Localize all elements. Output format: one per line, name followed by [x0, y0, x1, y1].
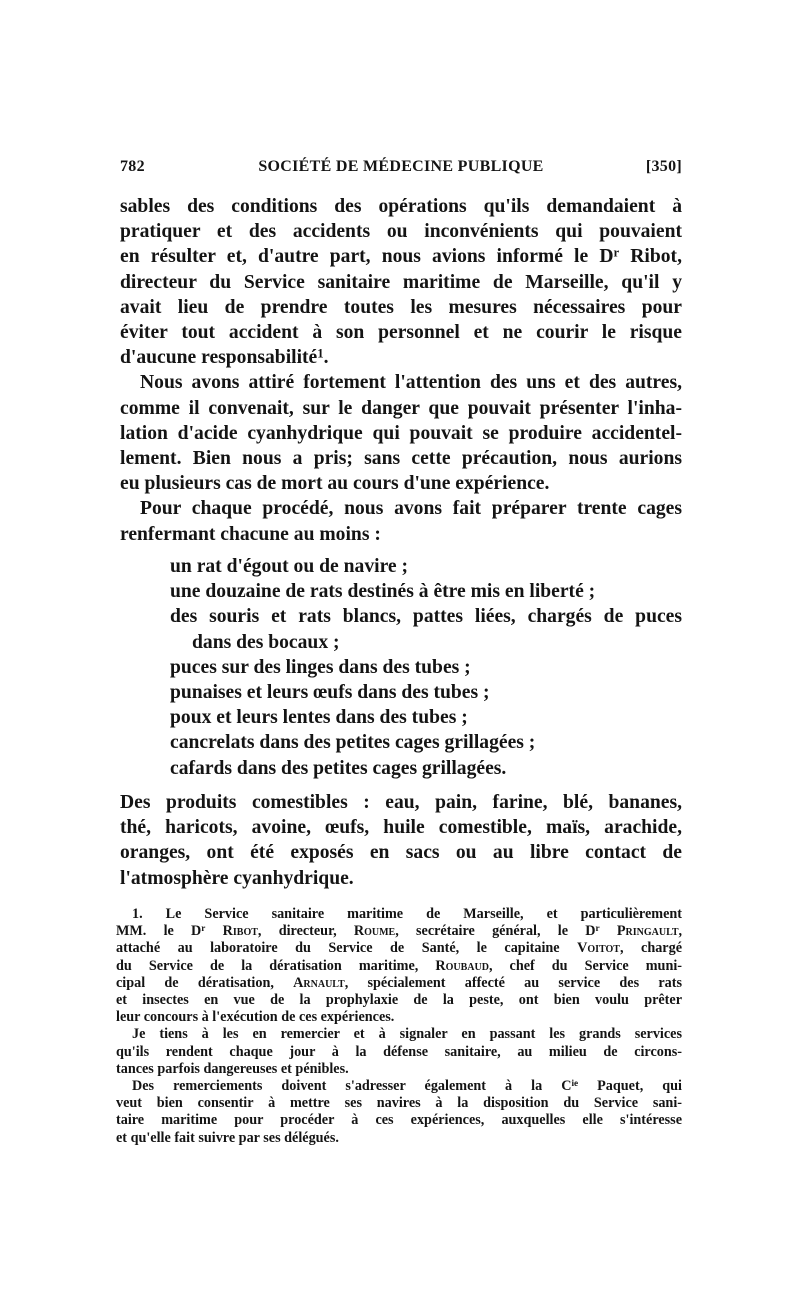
list-item: puces sur des linges dans des tubes ; [170, 656, 471, 678]
text-line: Des produits comestibles : eau, pain, farine, blé, bananes, [120, 792, 682, 813]
list-item: cancrelats dans des petites cages grillagées ; [170, 732, 536, 754]
footnote-line: Je tiens à les en remercier et à signaler en passant les grands services [132, 1026, 682, 1043]
list-item: une douzaine de rats destinés à être mis en liberté ; [170, 581, 596, 603]
person-name: Roume [353, 923, 396, 940]
superscript: ie [571, 1077, 579, 1088]
text-segment: cipal de dératisation, [116, 974, 274, 991]
text-segment: , directeur, [257, 923, 337, 940]
footnote-line [116, 923, 682, 940]
paragraph-1 [120, 194, 682, 370]
footnote-line [116, 1078, 682, 1095]
text-line: Nous avons attiré fortement l'attention des uns et des autres, [140, 372, 682, 394]
list-item: des souris et rats blancs, pattes liées, chargés de puces [170, 606, 682, 628]
list-item: punaises et leurs œufs dans des tubes ; [170, 682, 490, 704]
paragraph-4 [120, 790, 682, 891]
list-item: poux et leurs lentes dans des tubes ; [170, 707, 468, 729]
footnote-line: veut bien consentir à mettre ses navires à la disposition du Service sani- [116, 1095, 682, 1112]
text-line: eu plusieurs cas de mort au cours d'une expérience. [120, 473, 550, 495]
text-segment: , secrétaire général, le D [395, 923, 596, 940]
text-line: thé, haricots, avoine, œufs, huile comestible, maïs, arachide, [120, 817, 682, 839]
paragraph-2 [120, 370, 682, 496]
text-segment: . [323, 347, 329, 369]
text-segment: d'aucune responsabilité [120, 347, 318, 369]
footnote-line [116, 940, 682, 957]
footnote-line: et qu'elle fait suivre par ses délégués. [116, 1129, 339, 1146]
running-header [120, 158, 682, 184]
person-name: Voitot [577, 940, 620, 957]
footnote-line [116, 975, 682, 992]
superscript: r [613, 245, 620, 260]
footnote-line [116, 958, 682, 975]
text-line: renfermant chacune au moins : [120, 523, 381, 545]
cage-contents-list [170, 554, 682, 781]
footnote-line: tances parfois dangereuses et pénibles. [116, 1060, 349, 1077]
text-segment: en résulter et, d'autre part, nous avions informé le D [120, 246, 614, 268]
text-line: Pour chaque procédé, nous avons fait préparer trente cages [140, 498, 682, 520]
text-line: lation d'acide cyanhydrique qui pouvait se produire accidentel- [120, 422, 682, 444]
text-line: pratiquer et des accidents ou inconvénients qui pouvaient [120, 221, 682, 243]
footnote-line: taire maritime pour procéder à ces expériences, auxquelles elle s'intéresse [116, 1112, 682, 1129]
text-segment: Paquet, qui [578, 1078, 682, 1095]
text-line: éviter tout accident à son personnel et ne courir le risque [120, 322, 682, 344]
text-line: directeur du Service sanitaire maritime de Marseille, qu'il y [120, 271, 682, 293]
text-segment: , [678, 923, 683, 940]
text-segment: , chef du Service muni- [488, 957, 683, 974]
text-line [120, 345, 682, 370]
text-line: lement. Bien nous a pris; sans cette précaution, nous aurions [120, 448, 682, 470]
text-line: avait lieu de prendre toutes les mesures nécessaires pour [120, 296, 682, 318]
footnotes [116, 906, 682, 1147]
text-segment: Des remerciements doivent s'adresser également à la C [132, 1078, 572, 1095]
person-name: Roubaud [435, 957, 489, 974]
person-name: Ribot [222, 923, 258, 940]
list-item: cafards dans des petites cages grillagées. [170, 757, 507, 779]
superscript: r [595, 923, 600, 934]
text-segment: MM. le D [116, 923, 202, 940]
text-segment: , chargé [619, 940, 682, 957]
footnote-line: qu'ils rendent chaque jour à la défense sanitaire, au milieu de circons- [116, 1043, 682, 1060]
footnote-line: leur concours à l'exécution de ces expériences. [116, 1009, 395, 1026]
paragraph-3 [120, 496, 682, 546]
bracket-reference: [350] [645, 158, 682, 175]
list-item-continuation: dans des bocaux ; [192, 631, 340, 653]
person-name: Pringault [616, 923, 679, 940]
list-item: un rat d'égout ou de navire ; [170, 556, 409, 577]
footnote-marker: 1 [317, 346, 324, 361]
footnote-line: et insectes en vue de la prophylaxie de la peste, ont bien voulu prêter [116, 992, 682, 1009]
text-segment: attaché au laboratoire du Service de Santé, le capitaine [116, 940, 560, 957]
person-name: Arnault [293, 974, 345, 991]
footnote-line: 1. Le Service sanitaire maritime de Marseille, et particulièrement [132, 906, 682, 922]
superscript: r [201, 923, 206, 934]
text-segment: , spécialement affecté au service des rats [344, 974, 682, 991]
text-line: sables des conditions des opérations qu'ils demandaient à [120, 196, 682, 217]
text-line: comme il convenait, sur le danger que pouvait présenter l'inha- [120, 397, 682, 419]
text-line: oranges, ont été exposés en sacs ou au libre contact de [120, 842, 682, 864]
text-segment: du Service de la dératisation maritime, [116, 957, 419, 974]
text-line: l'atmosphère cyanhydrique. [120, 867, 354, 889]
text-line [120, 244, 682, 269]
main-text [120, 194, 682, 547]
page-number: 782 [120, 158, 145, 175]
running-title: SOCIÉTÉ DE MÉDECINE PUBLIQUE [258, 158, 544, 175]
text-segment: Ribot, [619, 246, 682, 268]
